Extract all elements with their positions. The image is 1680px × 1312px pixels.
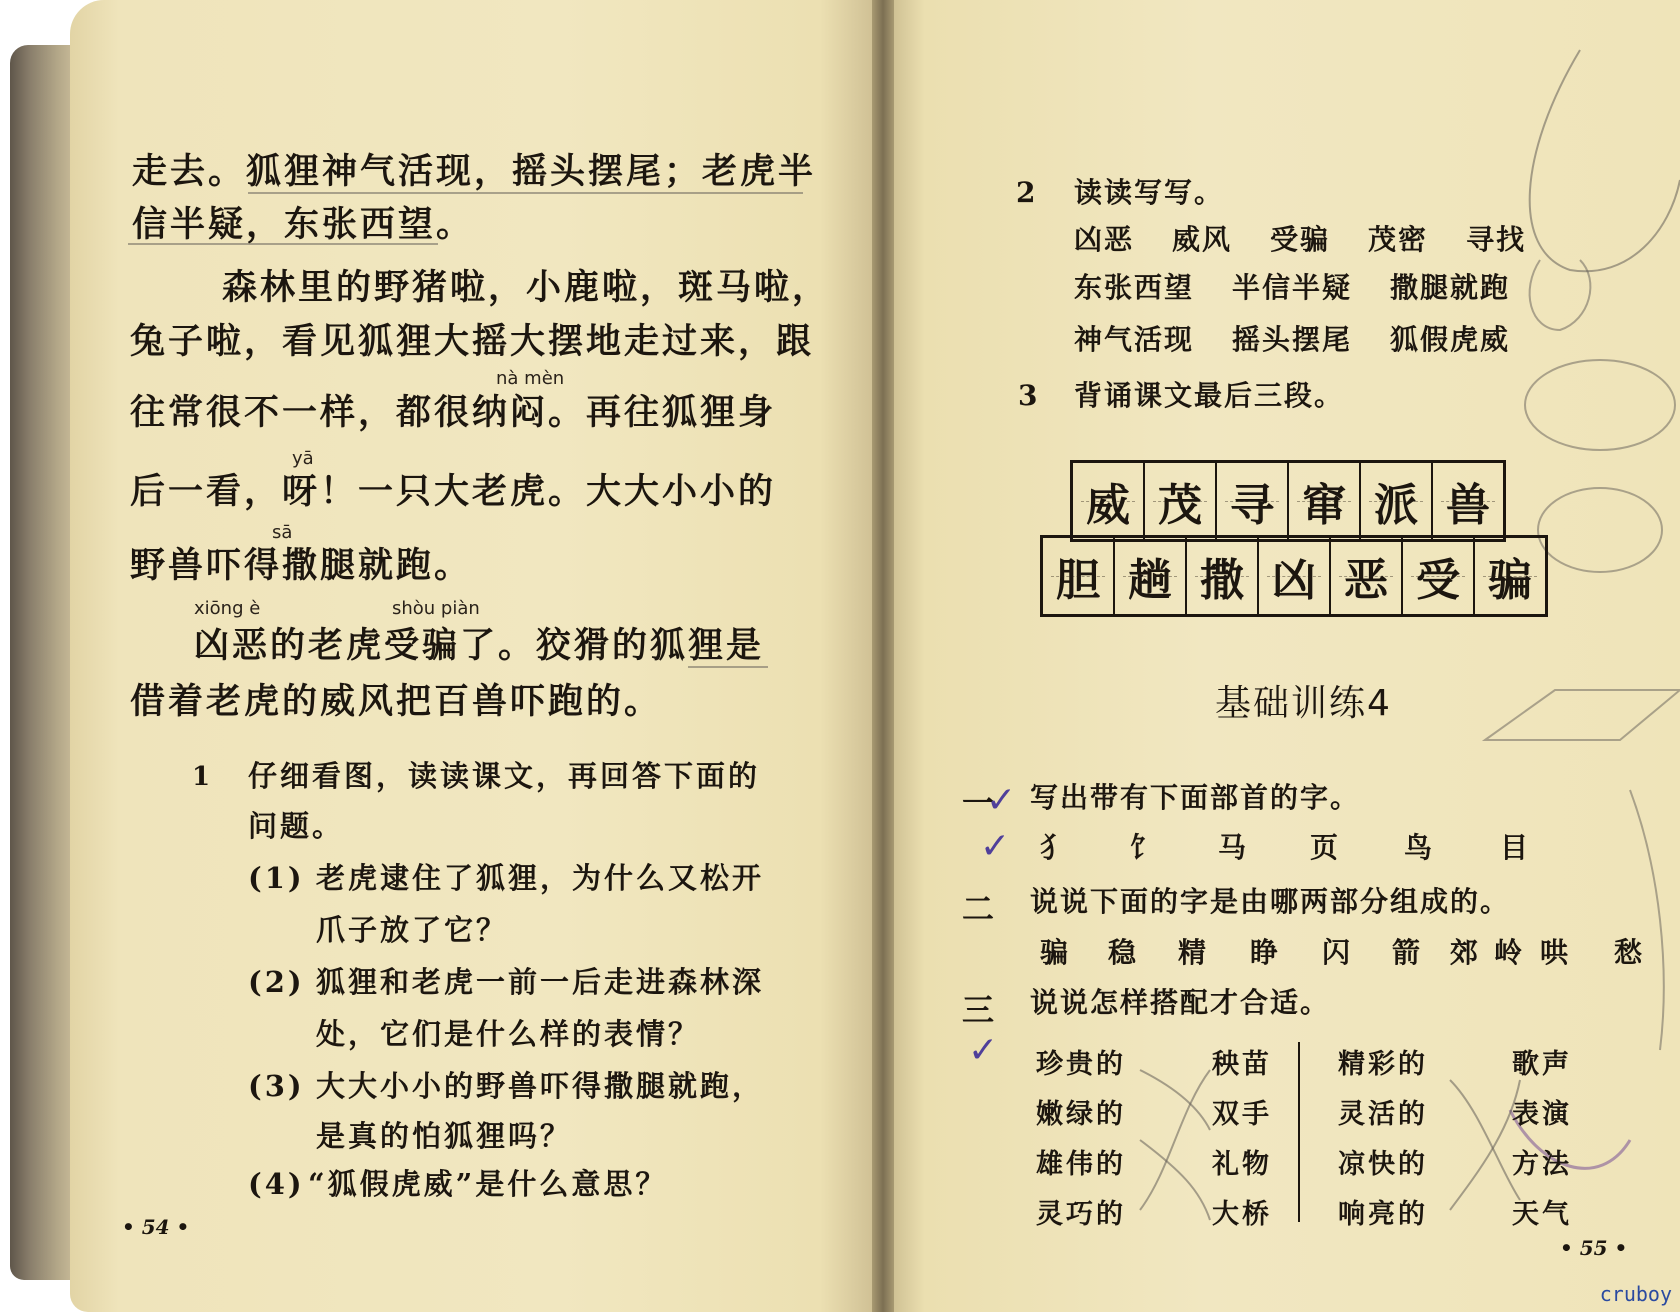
match-item: 歌声 bbox=[1512, 1049, 1572, 1080]
question-3-line2: 是真的怕狐狸吗？ bbox=[316, 1119, 573, 1153]
right-page-number: • 55 • bbox=[1560, 1236, 1628, 1260]
training-title: 基础训练4 bbox=[1215, 683, 1392, 724]
char: 睁 bbox=[1250, 936, 1281, 969]
match-item: 响亮的 bbox=[1338, 1199, 1428, 1230]
exercise1-text-line1: 仔细看图，读读课文，再回答下面的 bbox=[248, 759, 761, 793]
exercise2-title: 读读写写。 bbox=[1074, 176, 1225, 209]
question-1-line2: 爪子放了它？ bbox=[316, 913, 509, 947]
char: 骗 bbox=[1040, 936, 1071, 969]
pinyin-sa: sā bbox=[272, 522, 293, 543]
para2-line1: 森林里的野猪啦，小鹿啦，斑马啦， bbox=[222, 267, 831, 308]
question-3-line1: 大大小小的野兽吓得撒腿就跑， bbox=[316, 1069, 765, 1103]
match-item: 表演 bbox=[1512, 1099, 1572, 1130]
pinyin-xiong-e: xiōng è bbox=[194, 598, 261, 619]
word: 半信半疑 bbox=[1232, 271, 1353, 304]
radicals-row bbox=[1040, 830, 1530, 866]
char: 愁 bbox=[1614, 936, 1645, 969]
question-2-num: (2) bbox=[248, 965, 305, 999]
radical: 马 bbox=[1218, 831, 1249, 864]
radical: 饣 bbox=[1130, 831, 1161, 864]
exercise3-text: 背诵课文最后三段。 bbox=[1074, 379, 1345, 412]
word: 寻找 bbox=[1466, 223, 1527, 256]
section3-mark: 三 bbox=[962, 991, 995, 1029]
char: 郊 bbox=[1450, 936, 1481, 969]
word: 撒腿就跑 bbox=[1390, 271, 1511, 304]
match-item: 秧苗 bbox=[1212, 1049, 1272, 1080]
match-item: 灵巧的 bbox=[1036, 1199, 1126, 1230]
question-1-line1: 老虎逮住了狐狸，为什么又松开 bbox=[316, 861, 765, 895]
char-cell: 骗 bbox=[1475, 538, 1545, 614]
char-cell: 窜 bbox=[1289, 463, 1361, 539]
para2-line5: 野兽吓得撒腿就跑。 bbox=[130, 545, 473, 586]
word: 茂密 bbox=[1368, 223, 1429, 256]
char-cell: 恶 bbox=[1331, 538, 1403, 614]
char-cell: 撒 bbox=[1187, 538, 1259, 614]
question-1-num: (1) bbox=[248, 861, 305, 895]
match-item: 天气 bbox=[1512, 1199, 1572, 1230]
section1-title: 写出带有下面部首的字。 bbox=[1030, 781, 1361, 814]
para1-line1: 走去。狐狸神气活现，摇头摆尾；老虎半 bbox=[132, 151, 817, 192]
para2-line4: 后一看，呀！一只大老虎。大大小小的 bbox=[130, 471, 777, 512]
question-2-line1: 狐狸和老虎一前一后走进森林深 bbox=[316, 965, 765, 999]
match-item: 方法 bbox=[1512, 1149, 1572, 1180]
char: 精 bbox=[1178, 936, 1209, 969]
char-cell: 受 bbox=[1403, 538, 1475, 614]
pencil-matching-lines bbox=[1120, 1050, 1640, 1250]
characters-row bbox=[1040, 935, 1644, 971]
question-3-num: (3) bbox=[248, 1069, 305, 1103]
char-cell: 寻 bbox=[1217, 463, 1289, 539]
word: 摇头摆尾 bbox=[1232, 323, 1353, 356]
char: 哄 bbox=[1540, 936, 1571, 969]
char-cell: 茂 bbox=[1145, 463, 1217, 539]
left-page-number: • 54 • bbox=[122, 1215, 190, 1239]
char-cell: 凶 bbox=[1259, 538, 1331, 614]
match-item: 嫩绿的 bbox=[1036, 1099, 1126, 1130]
exercise2-number: 2 bbox=[1016, 176, 1038, 209]
para3-line2: 借着老虎的威风把百兽吓跑的。 bbox=[130, 681, 663, 722]
check-mark-icon: ✓ bbox=[986, 780, 1017, 821]
para3-line1: 凶恶的老虎受骗了。狡猾的狐狸是 bbox=[194, 625, 765, 666]
word: 凶恶 bbox=[1074, 223, 1135, 256]
match-item: 凉快的 bbox=[1338, 1149, 1428, 1180]
section3-title: 说说怎样搭配才合适。 bbox=[1030, 986, 1331, 1019]
question-4-line1: “狐假虎威”是什么意思？ bbox=[308, 1167, 668, 1201]
word: 狐假虎威 bbox=[1390, 323, 1511, 356]
match-left-adjectives bbox=[1036, 1040, 1126, 1240]
check-mark-icon: ✓ bbox=[968, 1030, 999, 1071]
char-cell: 派 bbox=[1361, 463, 1433, 539]
radical: 目 bbox=[1500, 831, 1531, 864]
match-item: 灵活的 bbox=[1338, 1099, 1428, 1130]
char-cell: 趟 bbox=[1115, 538, 1187, 614]
new-characters-row1 bbox=[1070, 460, 1506, 542]
para2-line2: 兔子啦，看见狐狸大摇大摆地走过来，跟 bbox=[130, 321, 815, 362]
para2-line3: 往常很不一样，都很纳闷。再往狐狸身 bbox=[130, 392, 777, 433]
exercise1-text-line2: 问题。 bbox=[248, 809, 345, 843]
pinyin-ya: yā bbox=[292, 448, 314, 469]
section2-title: 说说下面的字是由哪两部分组成的。 bbox=[1030, 885, 1511, 918]
pinyin-na-men: nà mèn bbox=[496, 368, 565, 389]
char-cell: 威 bbox=[1073, 463, 1145, 539]
char: 稳 bbox=[1108, 936, 1139, 969]
char-cell: 兽 bbox=[1433, 463, 1503, 539]
word: 威风 bbox=[1172, 223, 1233, 256]
question-4-num: (4) bbox=[248, 1167, 305, 1201]
book-spine bbox=[872, 0, 894, 1312]
match-item: 礼物 bbox=[1212, 1149, 1272, 1180]
char-cell: 胆 bbox=[1043, 538, 1115, 614]
exercise1-number: 1 bbox=[192, 762, 211, 792]
section1-mark: 一 bbox=[962, 784, 995, 822]
para1-line2: 信半疑，东张西望。 bbox=[132, 204, 475, 245]
pinyin-shou-pian: shòu piàn bbox=[392, 598, 480, 619]
section2-mark: 二 bbox=[962, 890, 995, 928]
watermark-text: cruboy bbox=[1599, 1282, 1672, 1306]
page-edges bbox=[10, 45, 78, 1280]
match-item: 精彩的 bbox=[1338, 1049, 1428, 1080]
radical: 页 bbox=[1310, 831, 1341, 864]
word-row-1 bbox=[1074, 222, 1564, 258]
word: 受骗 bbox=[1270, 223, 1331, 256]
match-item: 双手 bbox=[1212, 1099, 1272, 1130]
radical: 犭 bbox=[1040, 831, 1071, 864]
new-characters-row2 bbox=[1040, 535, 1548, 617]
match-item: 雄伟的 bbox=[1036, 1149, 1126, 1180]
match-item: 大桥 bbox=[1212, 1199, 1272, 1230]
word-row-2 bbox=[1074, 270, 1548, 306]
radical: 鸟 bbox=[1404, 831, 1435, 864]
word-row-3 bbox=[1074, 322, 1548, 358]
check-mark-icon: ✓ bbox=[980, 826, 1011, 867]
match-item: 珍贵的 bbox=[1036, 1049, 1126, 1080]
exercise3-number: 3 bbox=[1018, 379, 1040, 412]
question-2-line2: 处，它们是什么样的表情？ bbox=[316, 1017, 701, 1051]
char: 闪 bbox=[1322, 936, 1353, 969]
char: 岭 bbox=[1494, 936, 1525, 969]
word: 神气活现 bbox=[1074, 323, 1195, 356]
word: 东张西望 bbox=[1074, 271, 1195, 304]
char: 箭 bbox=[1392, 936, 1423, 969]
